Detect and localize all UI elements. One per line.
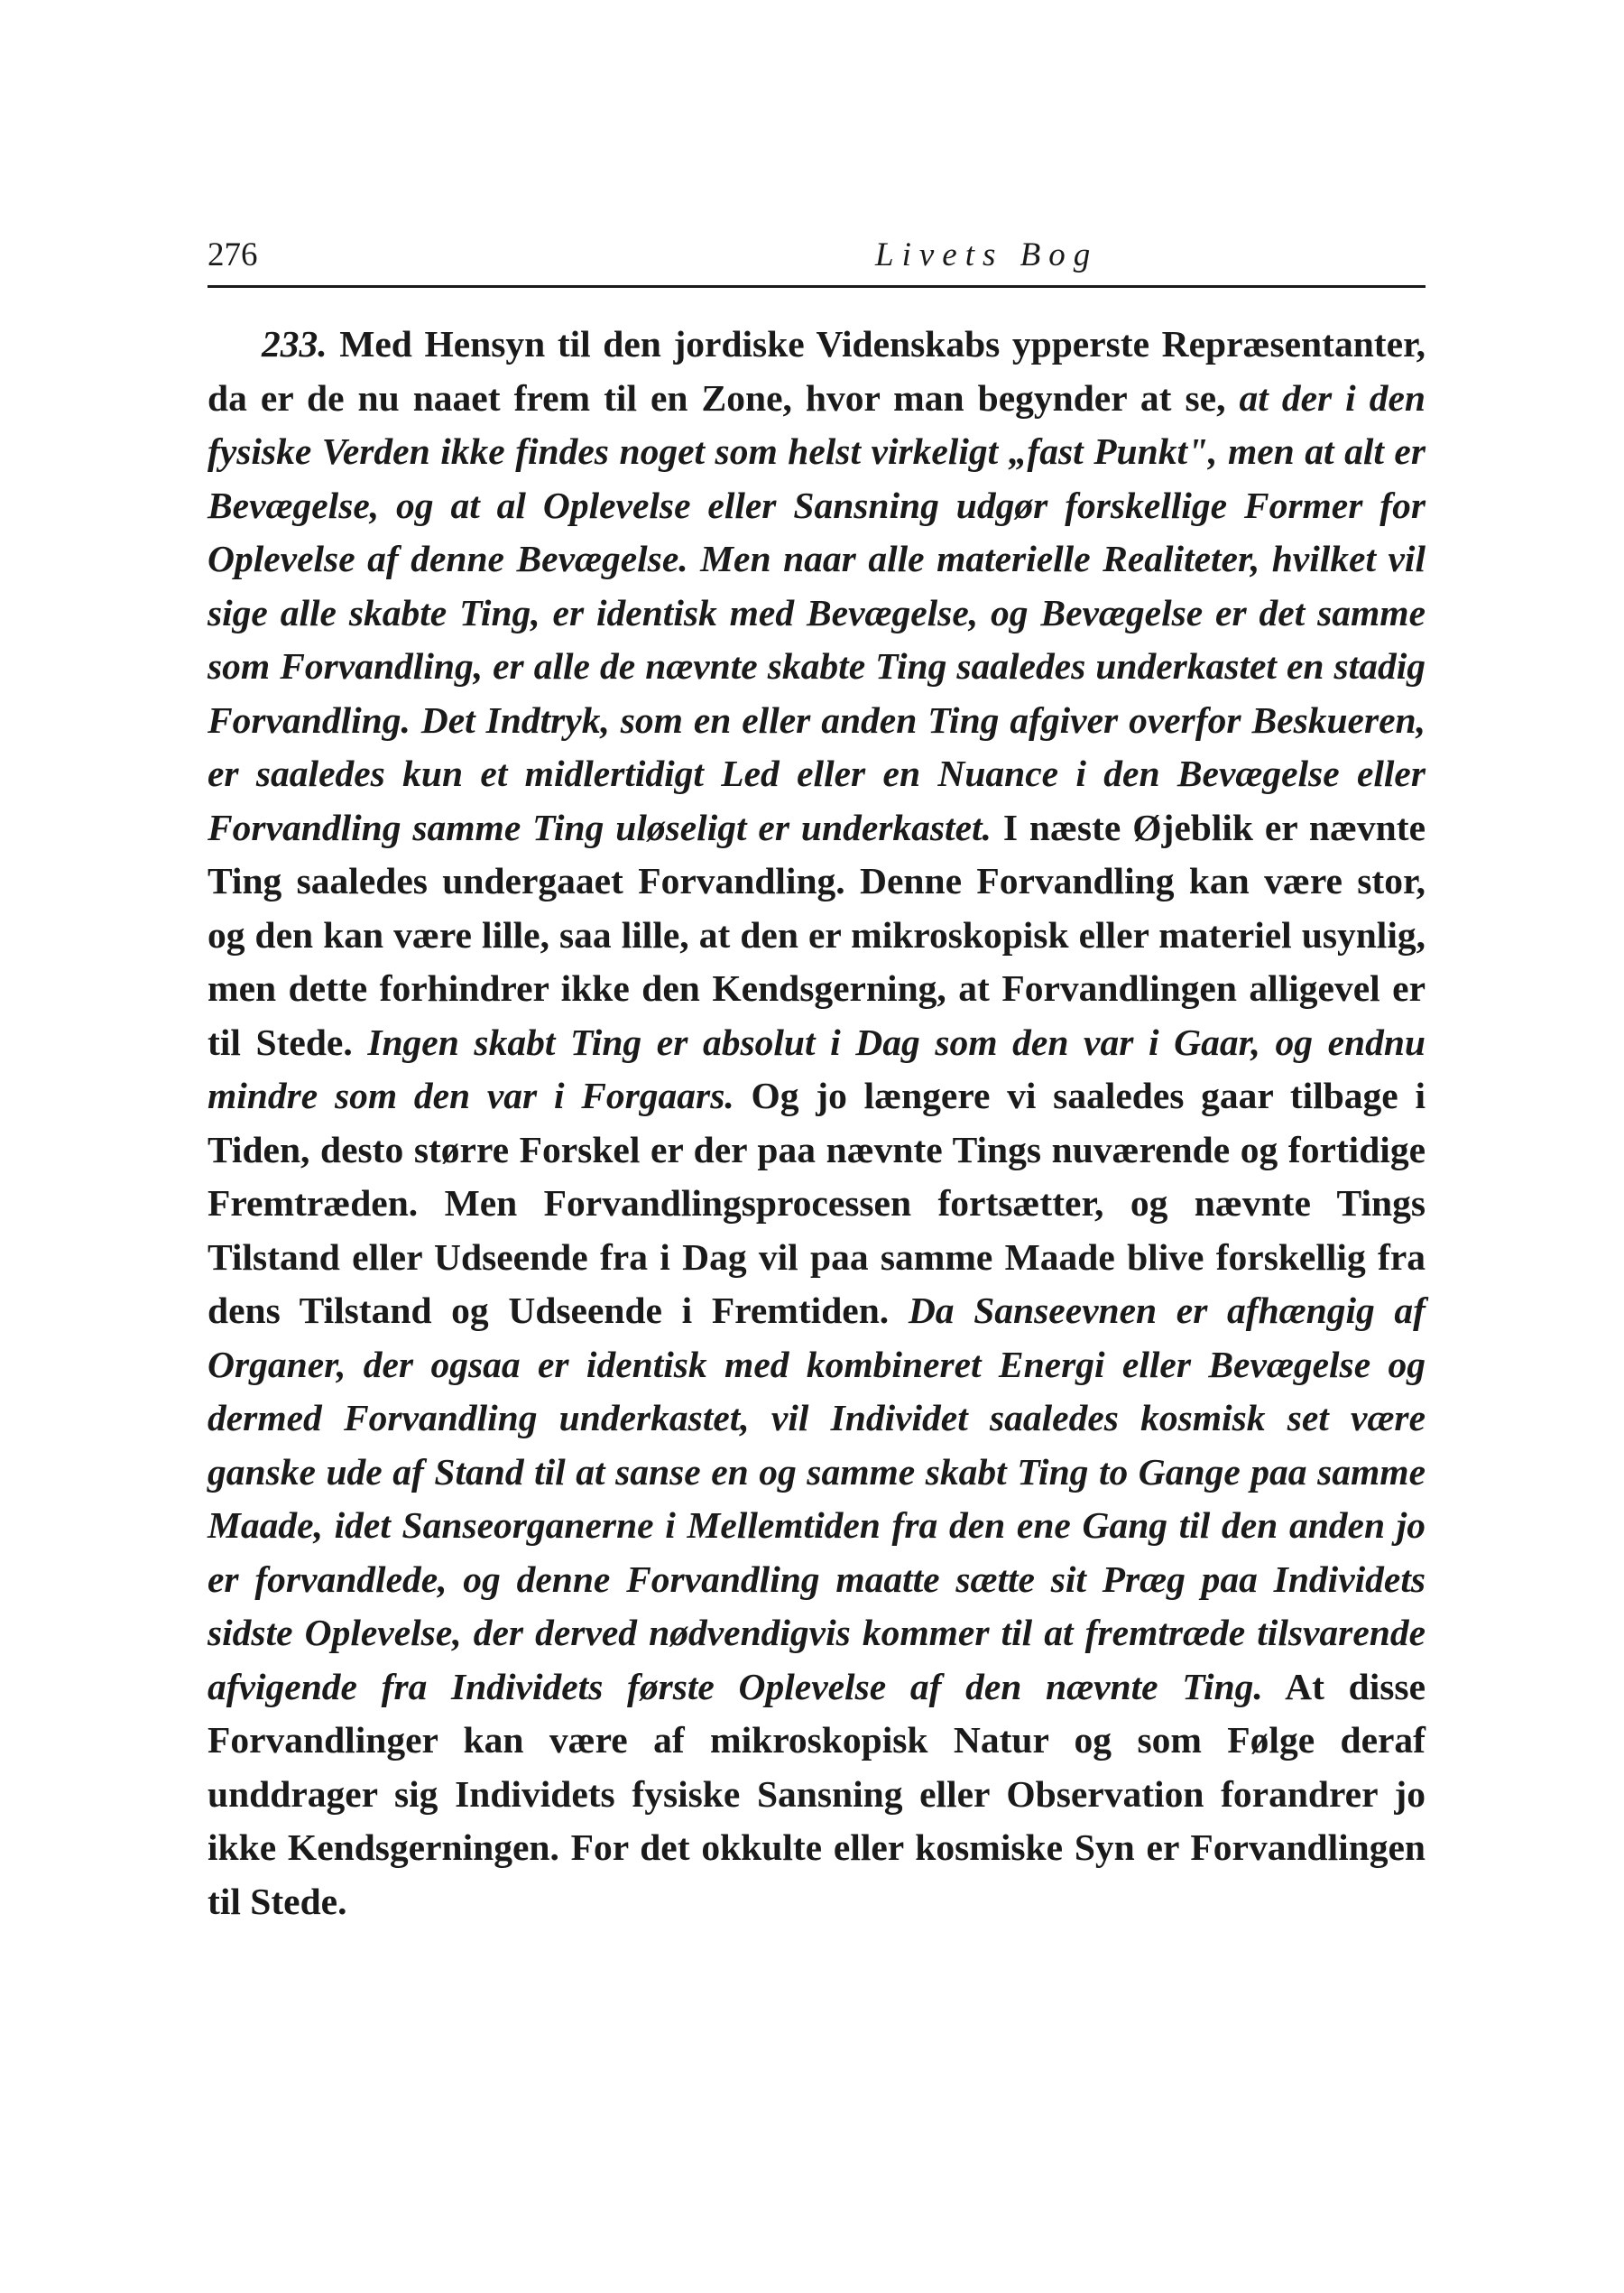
text-segment-italic: Ingen skabt Ting er absolut i Dag som den var i Gaar, og endnu mindre som den var i Forgaars. (208, 1021, 1426, 1116)
text-segment: At disse Forvandlinger kan være af mikroskopisk Natur og som Følge deraf unddrager sig Individets fysiske Sansning eller Observation forandrer jo ikke Kendsgerningen. For det okkulte eller kosmiske Syn er Forvandlingen til Stede. (208, 1665, 1426, 1922)
text-segment: Og jo længere vi saaledes gaar tilbage i Tiden, desto større Forskel er der paa nævnte Tings nuværende og fortidige Fremtræden. Men Forvandlingsprocessen fortsætter, og nævnte Tings Tilstand eller Udseende fra i Dag vil paa samme Maade blive forskellig fra dens Tilstand og Udseende i Fremtiden. (208, 1075, 1426, 1331)
running-head: Livets Bog (875, 236, 1099, 273)
header-rule (208, 285, 1426, 288)
paragraph-233 (208, 318, 1426, 1928)
paragraph-number: 233. (262, 323, 328, 365)
body-text (208, 318, 1426, 1928)
text-segment: Med Hensyn til den jordiske Videnskabs ypperste Repræsentanter, da er de nu naaet frem til en Zone, hvor man begynder at se, (208, 323, 1426, 419)
page-header (208, 233, 1426, 287)
page-number: 276 (208, 236, 258, 273)
text-segment-italic: Da Sanseevnen er afhængig af Organer, der ogsaa er identisk med kombineret Energi eller Bevægelse og dermed Forvandling underkastet, vil Individet saaledes kosmisk set være ganske ude af Stand til at sanse en og samme skabt Ting to Gange paa samme Maade, idet Sanseorganerne i Mellemtiden fra den ene Gang til den anden jo er forvandlede, og denne Forvandling maatte sætte sit Præg paa Individets sidste Oplevelse, der derved nødvendigvis kommer til at fremtræde tilsvarende afvigende fra Individets første Oplevelse af den nævnte Ting. (208, 1290, 1426, 1707)
text-segment-italic: at der i den fysiske Verden ikke findes noget som helst virkeligt „fast Punkt", men at alt er Bevægelse, og at al Oplevelse eller Sansning udgør forskellige Former for Oplevelse af denne Bevægelse. Men naar alle materielle Realiteter, hvilket vil sige alle skabte Ting, er identisk med Bevægelse, og Bevægelse er det samme som Forvandling, er alle de nævnte skabte Ting saaledes underkastet en stadig Forvandling. Det Indtryk, som en eller anden Ting afgiver overfor Beskueren, er saaledes kun et midlertidigt Led eller en Nuance i den Bevægelse eller Forvandling samme Ting uløseligt er underkastet. (208, 376, 1426, 848)
text-segment: I næste Øjeblik er nævnte Ting saaledes undergaaet Forvandling. Denne Forvandling kan være stor, og den kan være lille, saa lille, at den er mikroskopisk eller materiel usynlig, men dette forhindrer ikke den Kendsgerning, at Forvandlingen alligevel er til Stede. (208, 806, 1426, 1063)
